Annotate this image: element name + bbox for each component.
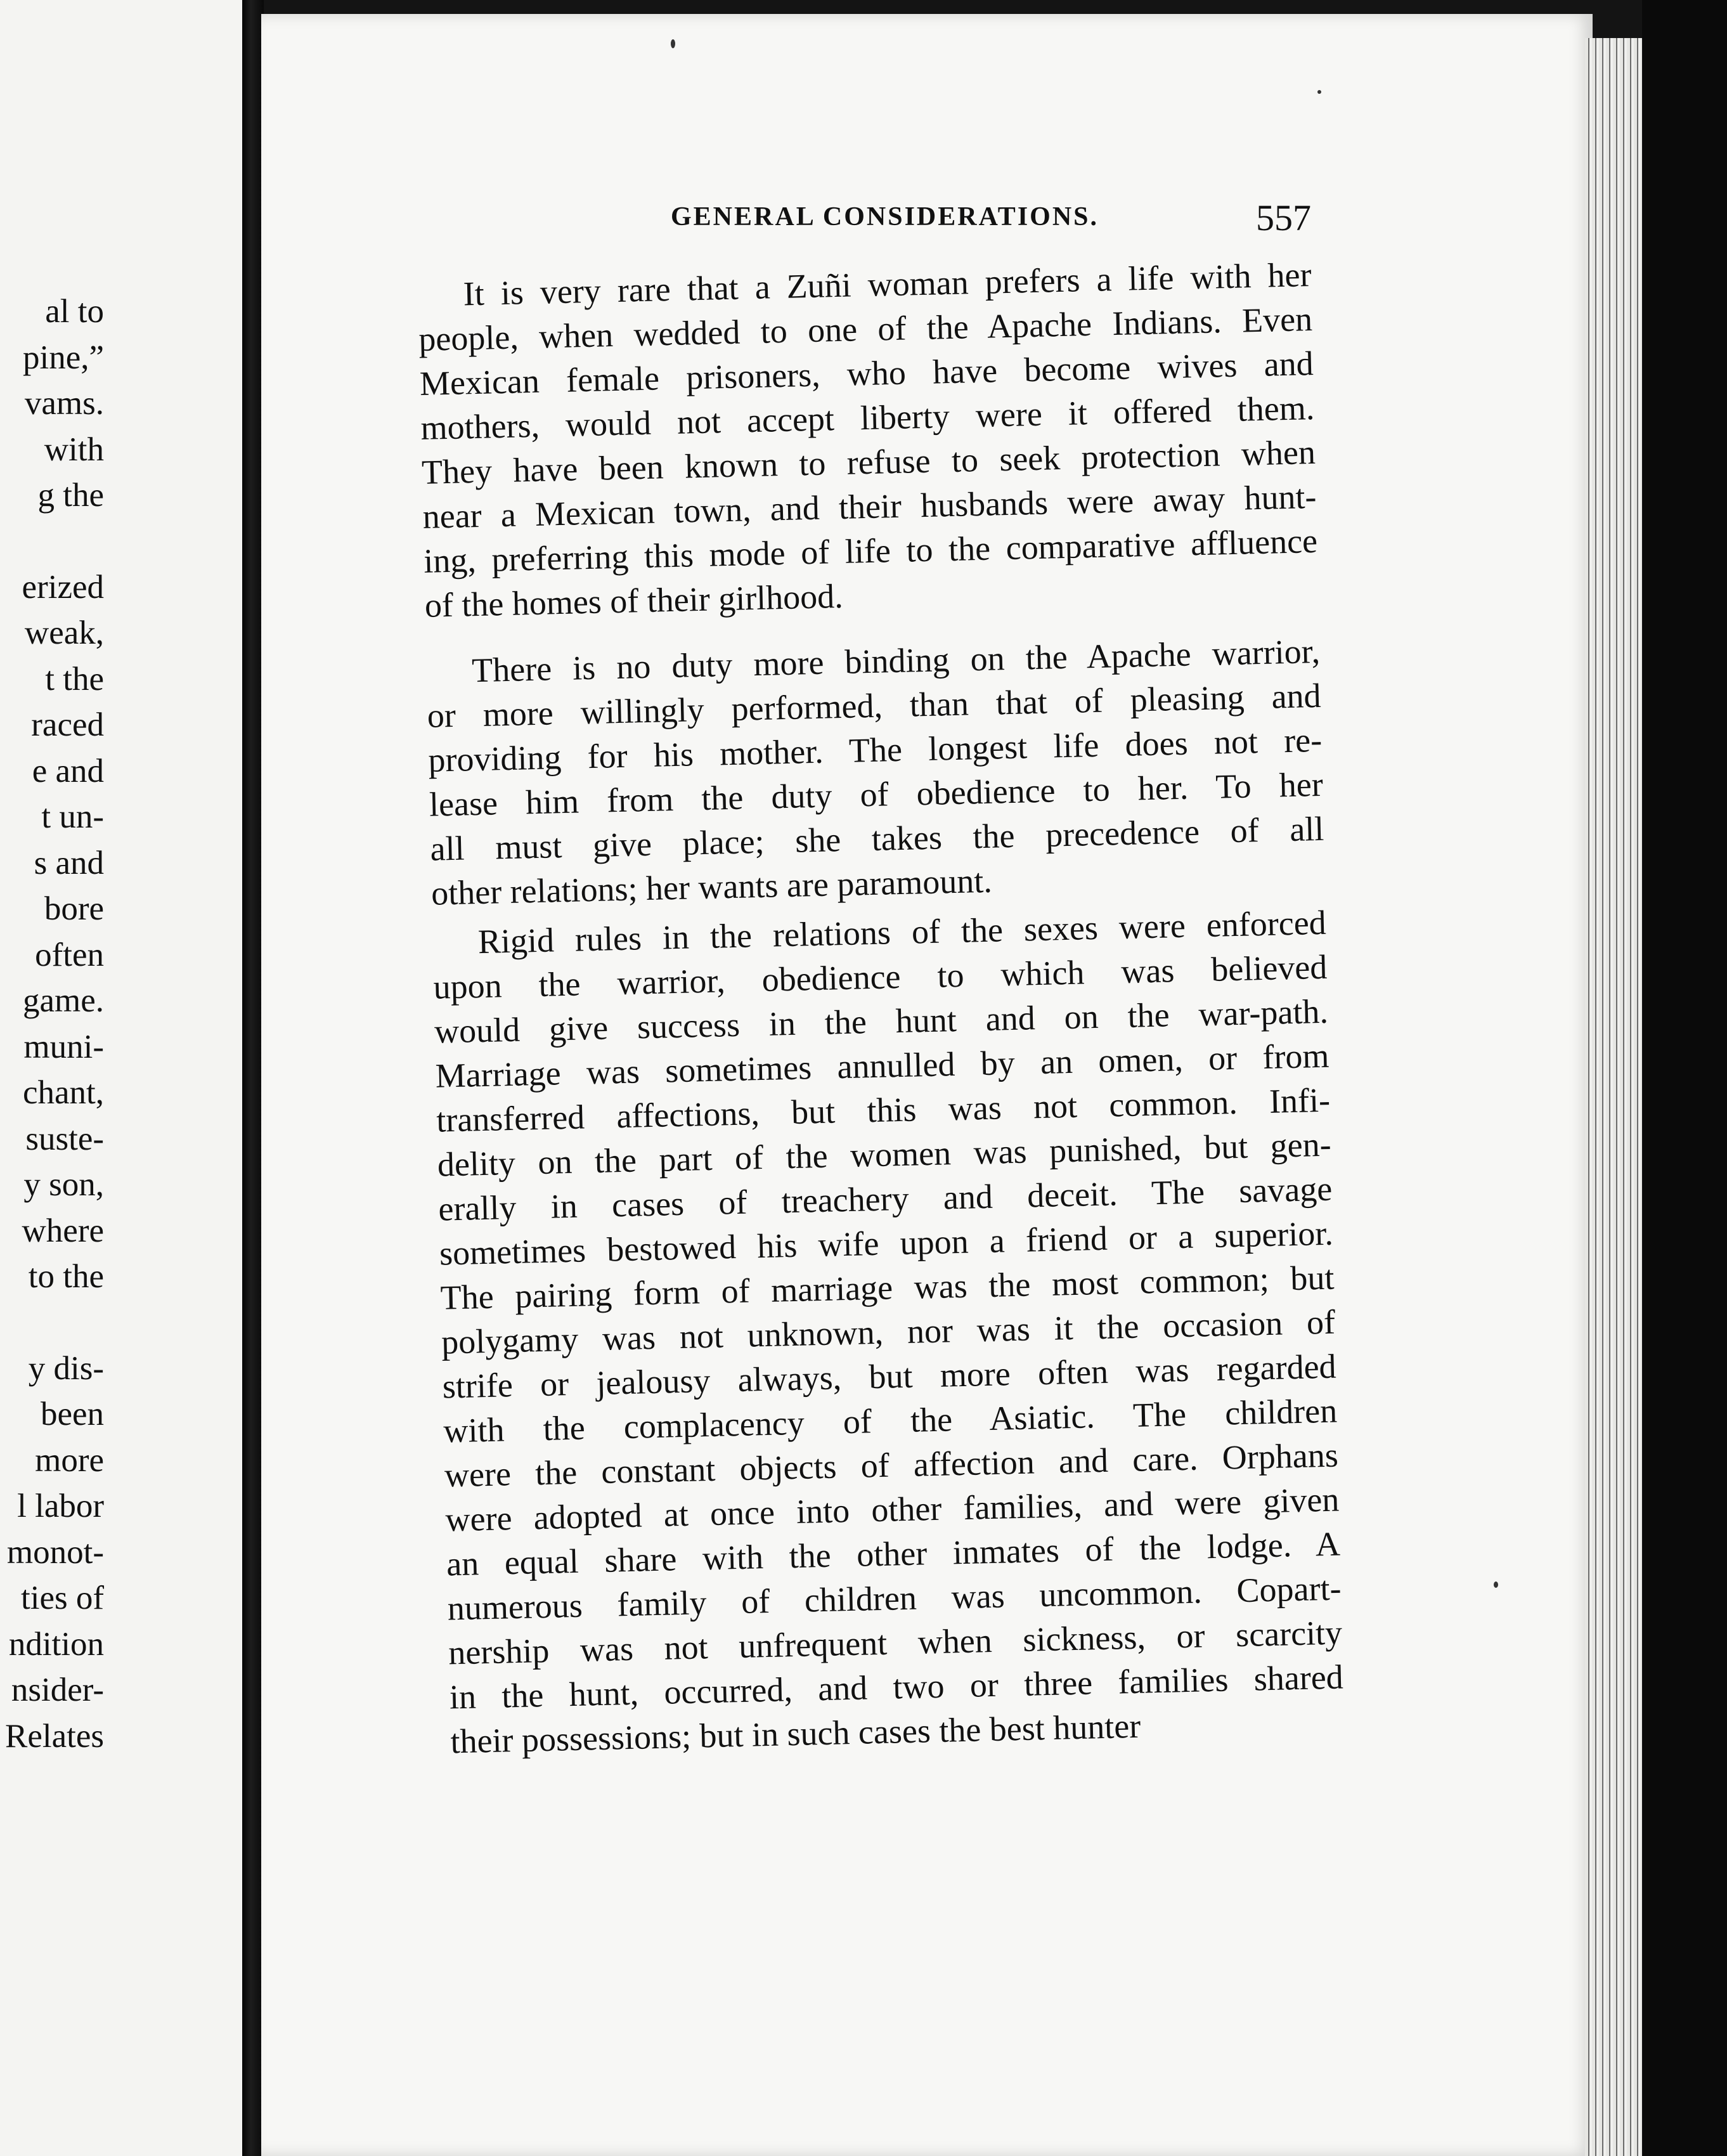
page-edges xyxy=(1585,38,1642,2156)
previous-page-line: more xyxy=(35,1441,104,1479)
text-line: Rigid rules in the relations of the sexes were enforced xyxy=(477,903,1327,961)
previous-page-line: been xyxy=(40,1396,104,1432)
previous-page-text xyxy=(0,289,104,1759)
text-line: Marriage was sometimes annulled by an omen, or from xyxy=(435,1036,1330,1095)
text-line: It is very rare that a Zuñi woman prefers a life with her xyxy=(463,256,1312,313)
paragraph xyxy=(432,900,1345,1764)
previous-page-line: s and xyxy=(34,844,104,881)
previous-page-line: with xyxy=(44,431,104,468)
text-line: Mexican female prisoners, who have become wives and xyxy=(419,344,1314,403)
previous-page-line: bore xyxy=(44,890,104,927)
scan-speck xyxy=(1494,1581,1498,1588)
text-line: transferred affections, but this was not common. Infi- xyxy=(436,1081,1331,1140)
previous-page-line: often xyxy=(35,936,104,973)
previous-page-line: g the xyxy=(37,477,104,514)
paragraph xyxy=(425,629,1325,916)
text-line: with the complacency of the Asiatic. The children xyxy=(443,1391,1338,1450)
previous-page-line: muni- xyxy=(23,1028,104,1065)
previous-page-line: monot- xyxy=(6,1533,104,1571)
text-line: lease him from the duty of obedience to her. To her xyxy=(429,765,1324,824)
text-line: all must give place; she takes the precedence of all xyxy=(429,809,1324,868)
previous-page-fragment xyxy=(0,0,242,2156)
scan-border-right xyxy=(1642,0,1727,2156)
previous-page-line xyxy=(0,519,104,564)
text-line: an equal share with the other inmates of the lodge. A xyxy=(446,1524,1341,1583)
text-line: The pairing form of marriage was the most common; but xyxy=(440,1258,1335,1317)
text-line: upon the warrior, obedience to which was believed xyxy=(432,947,1328,1006)
previous-page-line: erized xyxy=(22,568,104,606)
body-text xyxy=(417,252,1345,1763)
scan-speck xyxy=(1317,90,1321,94)
page-header xyxy=(417,197,1311,247)
previous-page-line: suste- xyxy=(25,1120,104,1157)
text-line: near a Mexican town, and their husbands were away hunt- xyxy=(422,477,1317,536)
previous-page-line: pine,” xyxy=(22,339,104,376)
previous-page-line: vams. xyxy=(24,385,104,422)
previous-page-line: game. xyxy=(22,982,104,1019)
scan-speck xyxy=(671,39,675,48)
previous-page-line xyxy=(0,1300,104,1346)
previous-page-line: y dis- xyxy=(28,1349,104,1387)
previous-page-line: t un- xyxy=(41,798,104,835)
previous-page-line: ndition xyxy=(8,1625,104,1663)
text-line: or more willingly performed, than that of pleasing and xyxy=(427,676,1322,735)
text-line: They have been known to refuse to seek protection when xyxy=(421,432,1316,491)
paragraph xyxy=(417,252,1319,628)
previous-page-line: chant, xyxy=(22,1074,104,1111)
previous-page-line: al to xyxy=(45,293,104,330)
previous-page-line: raced xyxy=(31,706,104,743)
text-line: in the hunt, occurred, and two or three families shared xyxy=(449,1658,1344,1717)
previous-page-line: to the xyxy=(28,1258,104,1295)
previous-page-line: nsider- xyxy=(11,1672,104,1708)
previous-page-line: Relates xyxy=(5,1717,104,1755)
text-line: people, when wedded to one of the Apache Indians. Even xyxy=(418,299,1313,358)
text-line: nership was not unfrequent when sickness, or scarcity xyxy=(448,1613,1343,1672)
previous-page-line: where xyxy=(22,1212,104,1249)
text-line: ing, preferring this mode of life to the comparative affluence xyxy=(423,521,1318,580)
text-line: providing for his mother. The longest life does not re- xyxy=(427,720,1323,779)
text-line: their possessions; but in such cases the best hunter xyxy=(450,1706,1141,1761)
text-line: would give success in the hunt and on the war-path. xyxy=(434,992,1329,1051)
text-line: numerous family of children was uncommon. Copart- xyxy=(447,1569,1342,1628)
text-line: strife or jealousy always, but more often was regarded xyxy=(442,1347,1337,1406)
previous-page-line: weak, xyxy=(24,614,104,651)
previous-page-line: ties of xyxy=(21,1580,104,1616)
text-line: were adopted at once into other families, and were given xyxy=(444,1480,1340,1539)
text-line: sometimes bestowed his wife upon a friend or a superior. xyxy=(439,1214,1334,1273)
previous-page-line: e and xyxy=(32,752,104,789)
previous-page-line: l labor xyxy=(17,1488,104,1524)
book-gutter xyxy=(242,0,264,2156)
text-line: erally in cases of treachery and deceit. The savage xyxy=(437,1169,1333,1228)
text-line: mothers, would not accept liberty were it offered them. xyxy=(420,388,1315,447)
page-number: 557 xyxy=(1256,197,1311,238)
text-line: polygamy was not unknown, nor was it the occasion of xyxy=(441,1302,1336,1361)
text-line: other relations; her wants are paramount. xyxy=(430,861,993,912)
running-head: GENERAL CONSIDERATIONS. xyxy=(671,202,1099,231)
text-line: were the constant objects of affection and care. Orphans xyxy=(444,1436,1339,1495)
previous-page-line: y son, xyxy=(23,1166,104,1203)
previous-page-line: t the xyxy=(45,660,104,698)
text-line: of the homes of their girlhood. xyxy=(424,576,844,625)
text-line: There is no duty more binding on the Apache warrior, xyxy=(471,632,1321,690)
text-line: delity on the part of the women was punished, but gen- xyxy=(437,1125,1332,1184)
